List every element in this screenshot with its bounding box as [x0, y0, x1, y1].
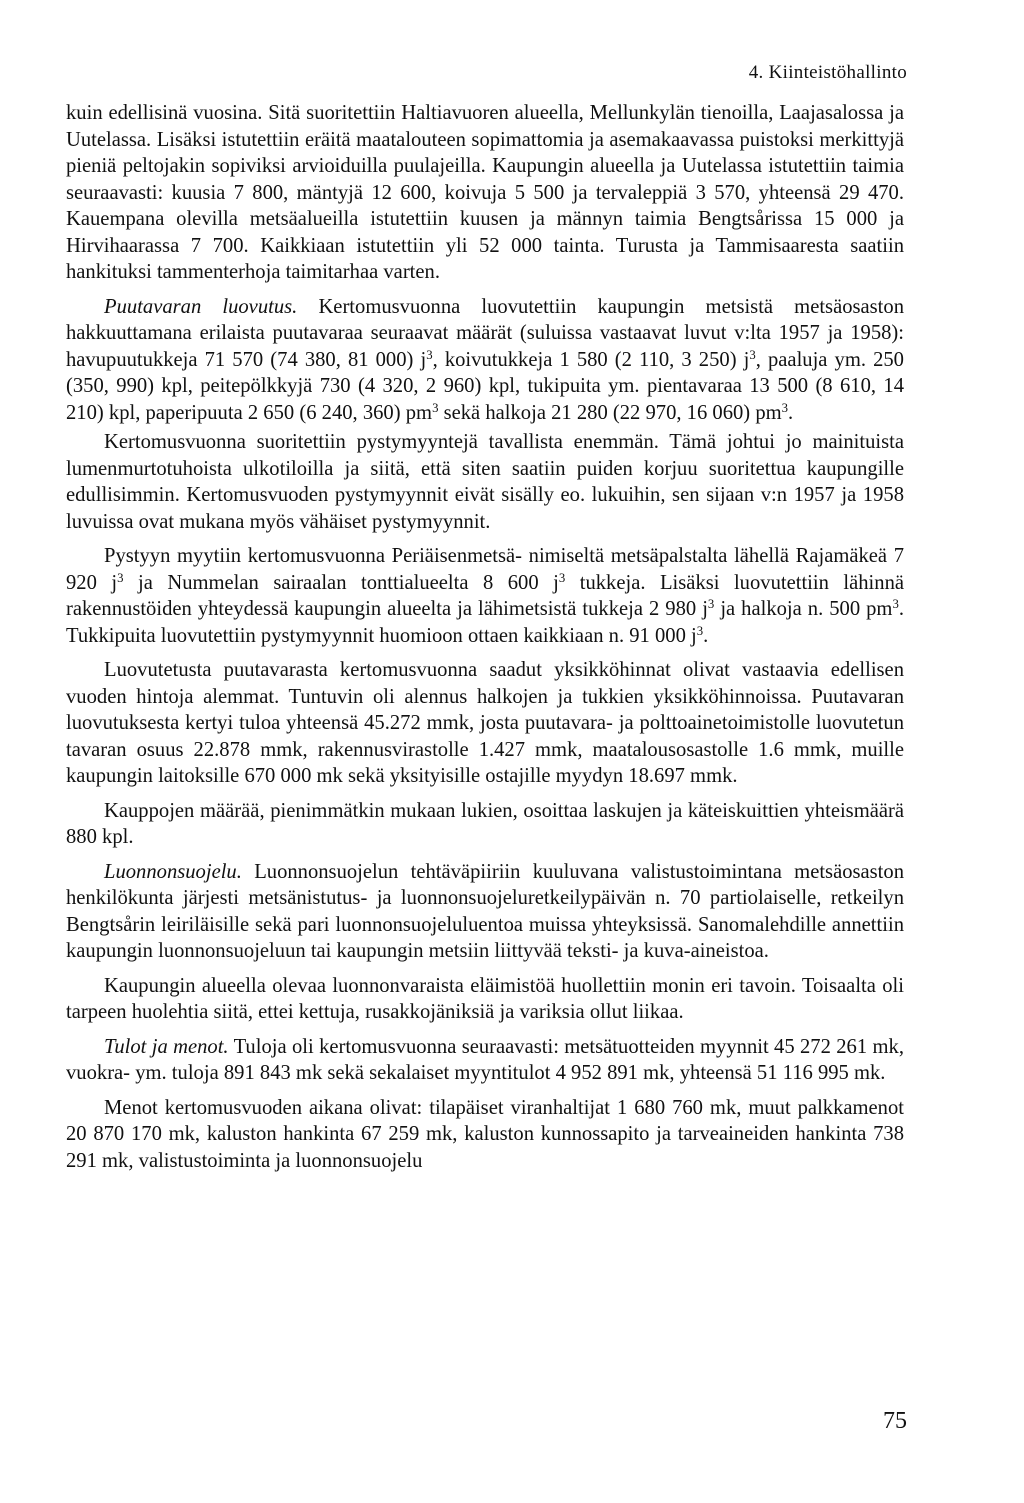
- superscript: 3: [558, 570, 566, 585]
- paragraph-text: Tuloja oli kertomusvuonna seuraavasti: metsätuotteiden myynnit 45 272 261 mk, vuokra- ym. tuloja 891 843 mk sekä sekalaiset myyntitulot 4 952 891 mk, yhteensä 51 116 995 mk.: [66, 1035, 904, 1084]
- paragraph-text: . Tukkipuita luovutettiin pystymyynnit huomioon ottaen kaikkiaan n. 91 000 j: [66, 598, 904, 647]
- paragraph-text: Luonnonsuojelun tehtäväpiiriin kuuluvana valistustoimintana metsäosaston henkilökunta järjesti metsänistutus- ja luonnonsuojeluretkeilypäivän n. 70 partiolaiselle, retkeilyn Bengtsårin leiriläisille sekä pari luonnonsuojeluluentoa muissa yhteyksissä. Sanomalehdille annettiin kaupungin luonnonsuojeluun tai kaupungin metsiin liittyvää teksti- ja kuva-aineistoa.: [66, 860, 904, 962]
- running-header: 4. Kiinteistöhallinto: [748, 62, 907, 83]
- paragraph-text: ja halkoja n. 500 pm: [714, 598, 893, 620]
- paragraph-text: Kertomusvuonna luovutettiin kaupungin metsistä metsäosaston hakkuuttamana erilaista puutavaraa seuraavat määrät (suluissa vastaavat luvut v:lta 1957 ja 1958): havupuutukkeja 71 570 (74 380, 81 000) j: [66, 295, 904, 371]
- paragraph-income: [66, 1034, 904, 1087]
- paragraph-unit-prices: Luovutetusta puutavarasta kertomusvuonna saadut yksikköhinnat olivat vastaavia edellisen vuoden hintoja alemmat. Tuntuvin oli alennus halkojen ja tukkien yksikköhinnoissa. Puutavaran luovutuksesta kertyi tuloa yhteensä 45.272 mmk, josta puutavara- ja polttoainetoimistolle luovutetun tavaran osuus 22.878 mmk, rakennusvirastolle 1.427 mmk, maatalousosastolle 1.6 mmk, muille kaupungin laitoksille 670 000 mk sekä yksityisille ostajille myydyn 18.697 mmk.: [66, 659, 904, 787]
- paragraph-text: Pystyyn myytiin kertomusvuonna Periäisenmetsä- nimiseltä metsäpalstalta lähellä Rajamäkeä 7 920 j: [66, 545, 904, 594]
- paragraph-text: .: [788, 401, 794, 424]
- paragraph-text: , paaluja ym. 250 (350, 990) kpl, peitepölkkyjä 730 (4 320, 2 960) kpl, tukipuita ym. pientavaraa 13 500 (8 610, 14 210) kpl, paperipuuta 2 650 (6 240, 360) pm: [66, 348, 904, 424]
- paragraph-expenses: Menot kertomusvuoden aikana olivat: tilapäiset viranhaltijat 1 680 760 mk, muut palkkamenot 20 870 170 mk, kaluston hankinta 67 259 mk, kaluston kunnossapito ja tarveaineiden hankinta 738 291 mk, valistustoiminta ja luonnonsuojelu: [66, 1096, 904, 1172]
- paragraph-timber-delivery: [66, 294, 904, 427]
- paragraph-nature-protection: [66, 859, 904, 965]
- superscript: 3: [707, 596, 715, 611]
- paragraph-text: sekä halkoja 21 280 (22 970, 16 060) pm: [438, 401, 782, 424]
- paragraph-text: , koivutukkeja 1 580 (2 110, 3 250) j: [432, 348, 750, 371]
- superscript: 3: [749, 347, 756, 362]
- paragraph-text: tukkeja. Lisäksi luovutettiin lähinnä rakennustöiden yhteydessä kaupungin alueelta ja lähimetsistä tukkeja 2 980 j: [66, 571, 905, 620]
- section-heading-income-expenses: Tulot ja menot.: [104, 1035, 229, 1058]
- paragraph-text: ja Nummelan sairaalan tonttialueelta 8 600 j: [123, 571, 559, 594]
- paragraph-standing-sales: Kertomusvuonna suoritettiin pystymyyntejä tavallista enemmän. Tämä johtui jo mainituista lumenmurtotuhoista ulkotiloilla ja siitä, että siten saatiin puiden korjuu suoritettua kaupungille edullisimmin. Kertomusvuoden pystymyynnit eivät sisälly eo. lukuihin, sen sijaan v:n 1957 ja 1958 luvuissa ovat mukana myös vähäiset pystymyynnit.: [66, 431, 904, 533]
- paragraph-wildlife: Kaupungin alueella olevaa luonnonvaraista eläimistöä huollettiin monin eri tavoin. Toisaalta oli tarpeen huolehtia siitä, ettei kettuja, rusakkojäniksiä ja variksia ollut liikaa.: [66, 974, 904, 1023]
- section-heading-timber-delivery: Puutavaran luovutus.: [104, 295, 298, 318]
- superscript: 3: [432, 400, 439, 415]
- body-text: [66, 100, 904, 1174]
- superscript: 3: [696, 623, 704, 638]
- superscript: 3: [892, 596, 899, 611]
- paragraph-text: .: [703, 624, 709, 647]
- paragraph-standing-sold: [66, 543, 904, 649]
- paragraph-sales-count: Kauppojen määrää, pienimmätkin mukaan lukien, osoittaa laskujen ja käteiskuittien yhteismäärä 880 kpl.: [66, 799, 904, 848]
- superscript: 3: [426, 347, 433, 362]
- section-heading-nature-protection: Luonnonsuojelu.: [104, 860, 242, 883]
- paragraph-reforestation: kuin edellisinä vuosina. Sitä suoritettiin Haltiavuoren alueella, Mellunkylän tienoilla, Laajasalossa ja Uutelassa. Lisäksi istutettiin eräitä maatalouteen sopimattomia ja asemakaavassa puistoksi merkittyjä pieniä peltojakin sopiviksi arvioiduilla puulajeilla. Kaupungin alueella ja Uutelassa istutettiin taimia seuraavasti: kuusia 7 800, mäntyjä 12 600, koivuja 5 500 ja tervaleppiä 3 570, yhteensä 29 470. Kauempana olevilla metsäalueilla istutettiin kuusen ja männyn taimia Bengtsårissa 15 000 ja Hirvihaarassa 7 700. Kaikkiaan istutettiin yli 52 000 tainta. Turusta ja Tammisaaresta saatiin hankituksi tammenterhoja taimitarhaa varten.: [66, 102, 904, 283]
- superscript: 3: [117, 570, 124, 585]
- page-number: 75: [883, 1408, 907, 1434]
- superscript: 3: [781, 400, 789, 415]
